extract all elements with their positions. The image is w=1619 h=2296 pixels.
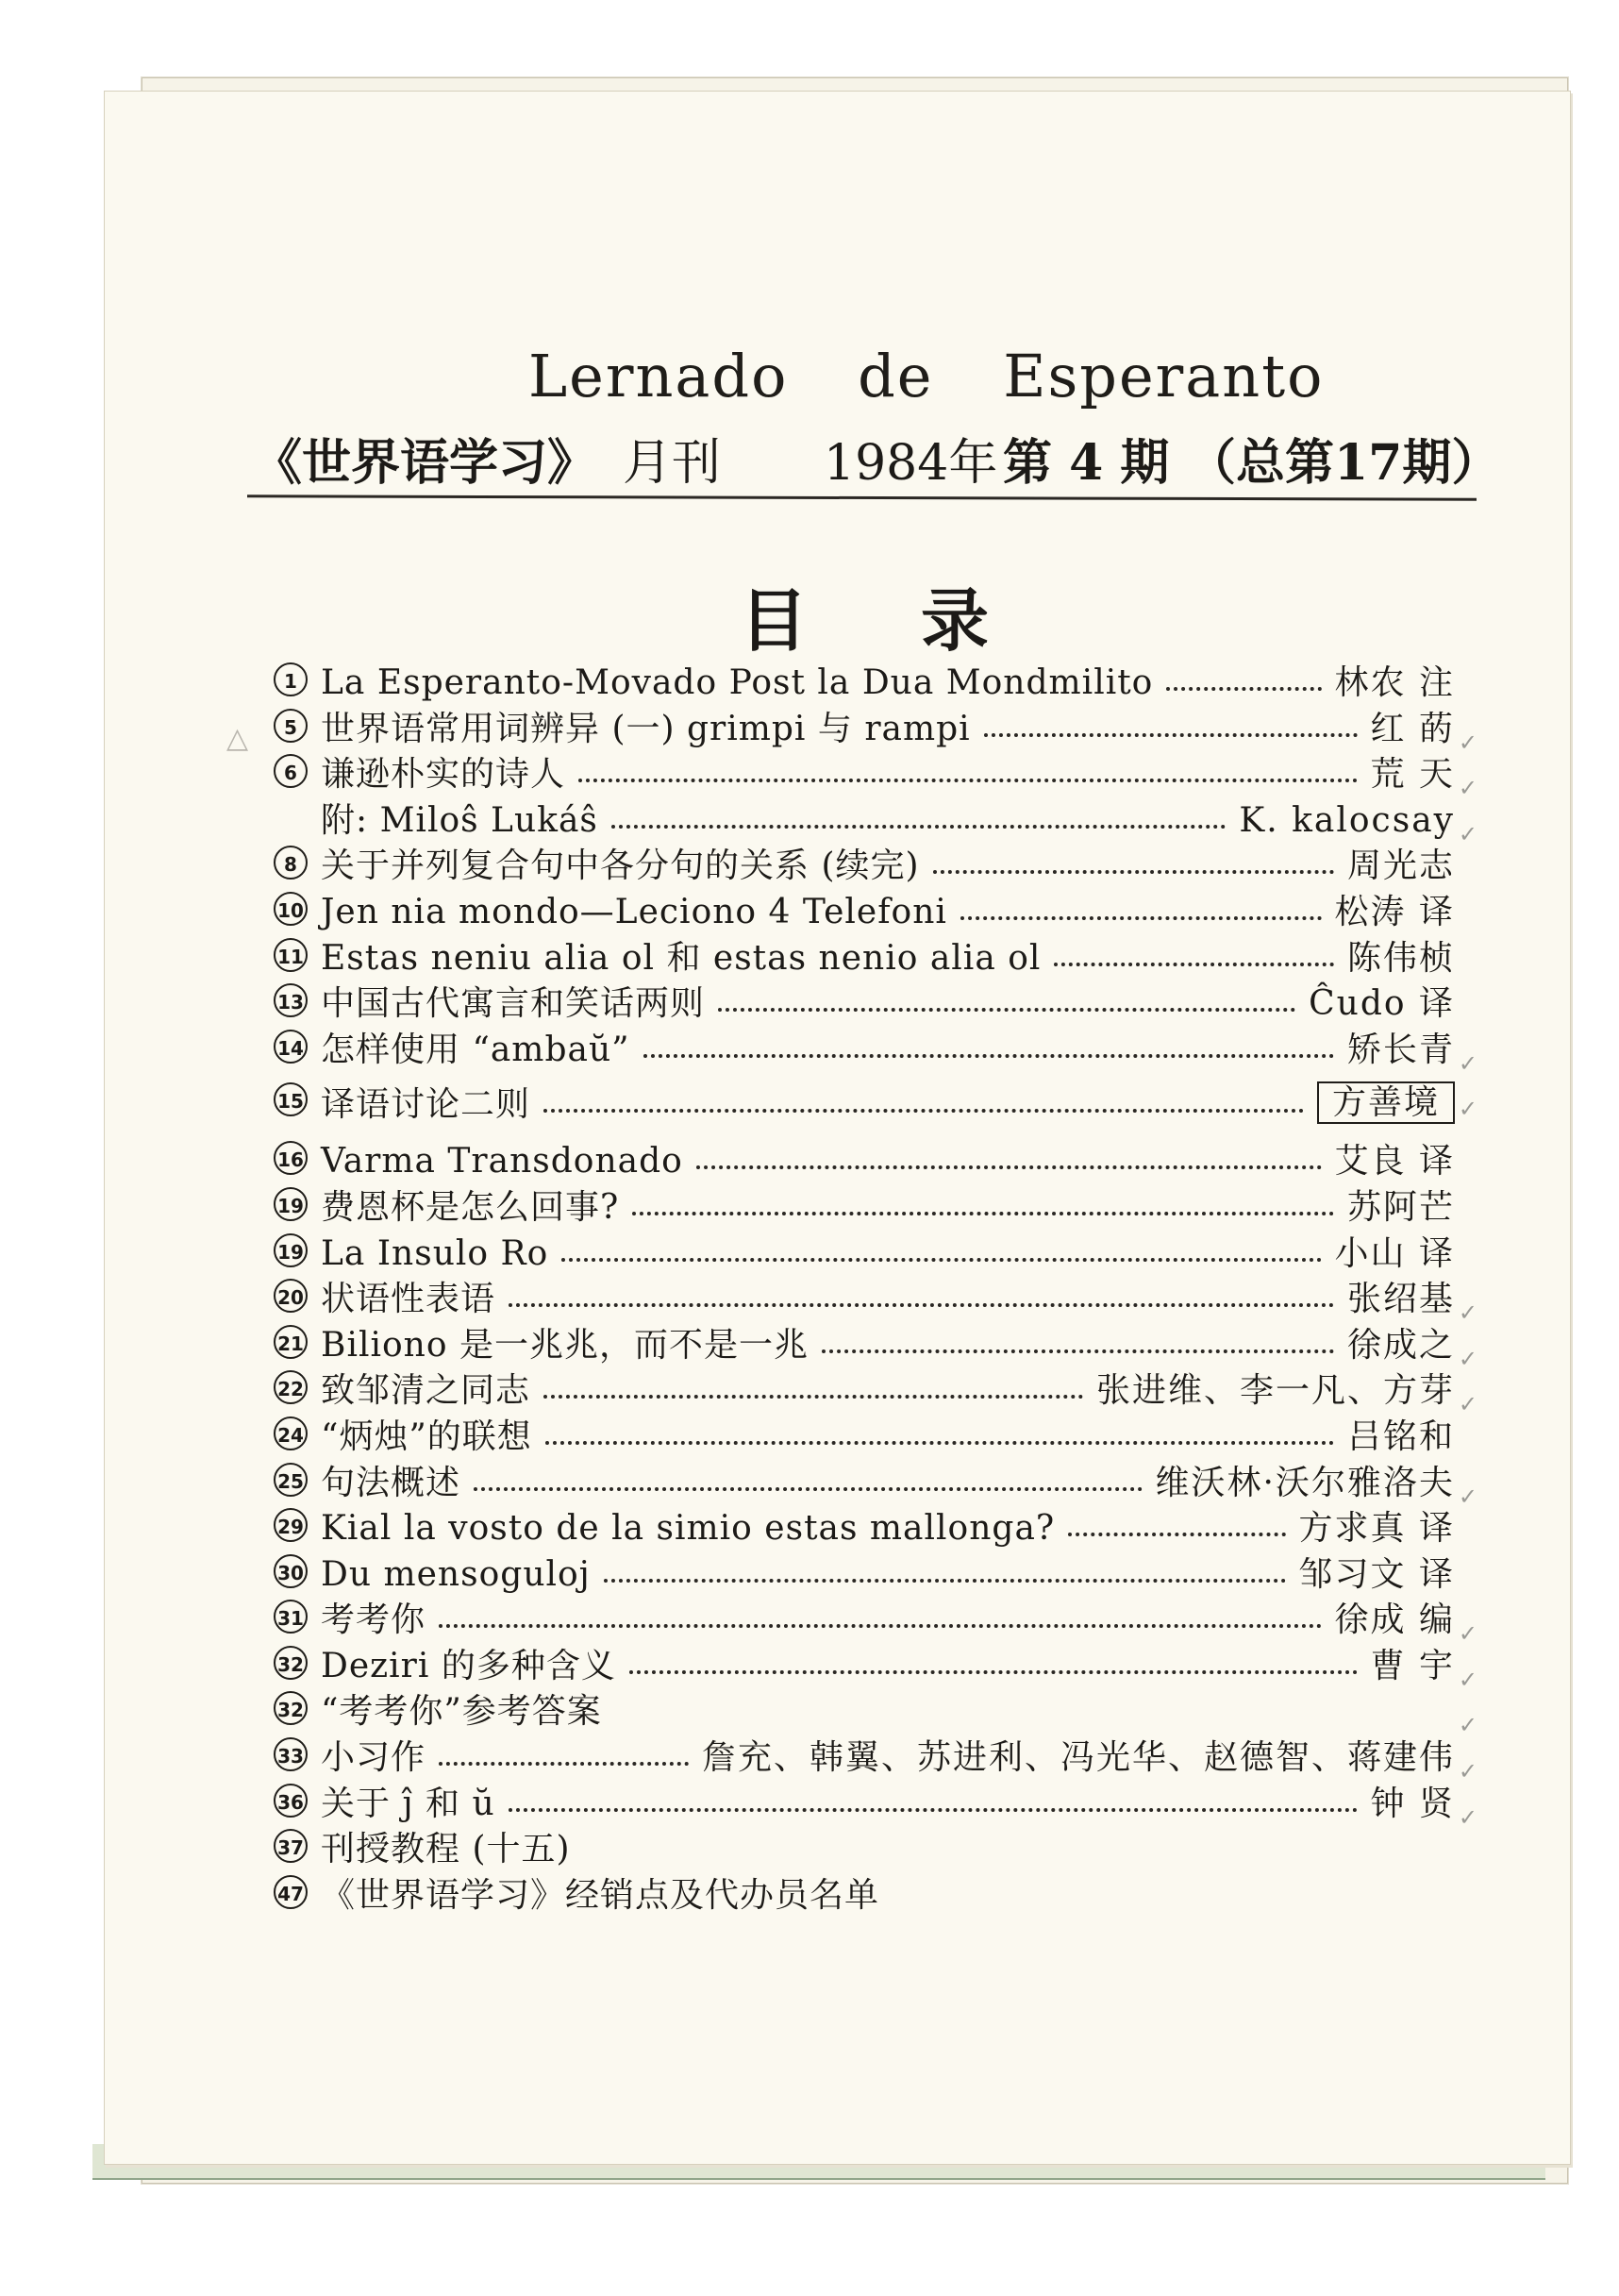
- toc-entry: [274, 1782, 1477, 1831]
- dot-leader: [561, 1213, 1322, 1262]
- entry-author: K. kalocsay: [1239, 800, 1455, 840]
- check-mark-icon: ✓: [1458, 1096, 1477, 1123]
- check-mark-icon: ✓: [1458, 775, 1477, 802]
- check-mark-icon: ✓: [1458, 1049, 1477, 1077]
- check-mark-icon: ✓: [1458, 820, 1477, 847]
- issue-number: 第 4 期: [1003, 434, 1170, 492]
- dot-leader: [933, 825, 1334, 874]
- check-mark-icon: ✓: [1458, 1299, 1477, 1327]
- check-mark-icon: ✓: [1458, 1803, 1477, 1831]
- check-mark-icon: ✓: [1458, 1483, 1477, 1510]
- page-number-circle: 47: [274, 1875, 308, 1909]
- entry-title: “炳烛”的联想: [321, 1416, 532, 1456]
- check-mark-icon: ✓: [1458, 1712, 1477, 1739]
- entry-author: 吕铭和: [1346, 1416, 1455, 1456]
- entry-author: Ĉudo 译: [1309, 984, 1455, 1024]
- dot-leader: [604, 1533, 1286, 1583]
- page-number-circle: 6: [274, 754, 308, 788]
- entry-author: 徐成 编: [1334, 1600, 1455, 1640]
- entry-title: Biliono 是一兆兆，而不是一兆: [321, 1325, 809, 1365]
- dot-leader: [1068, 1487, 1286, 1536]
- entry-author: 周光志: [1346, 846, 1455, 886]
- page-number-circle: 5: [274, 709, 308, 743]
- entry-author: 小山 译: [1334, 1233, 1455, 1273]
- dot-leader: [474, 1442, 1143, 1491]
- entry-title: 致邹清之同志: [321, 1371, 531, 1411]
- page-number-circle: 22: [274, 1370, 308, 1404]
- entry-title: La Insulo Ro: [321, 1233, 549, 1273]
- entry-author: 曹 宇: [1370, 1646, 1455, 1685]
- entry-title: 费恩杯是怎么回事?: [321, 1187, 620, 1227]
- check-mark-icon: ✓: [1458, 1758, 1477, 1785]
- check-mark-icon: ✓: [1458, 1620, 1477, 1648]
- page-number-circle: 24: [274, 1416, 308, 1450]
- entry-title: Varma Transdonado: [321, 1142, 683, 1182]
- dot-leader: [543, 1349, 1083, 1399]
- entry-title: La Esperanto-Movado Post la Dua Mondmilito: [321, 663, 1154, 702]
- check-mark-icon: ✓: [1458, 1391, 1477, 1418]
- page-number-circle: 30: [274, 1554, 308, 1588]
- page-number-circle: 32: [274, 1646, 308, 1680]
- dot-leader: [629, 1625, 1358, 1674]
- dot-leader: [578, 733, 1358, 782]
- entry-author: 詹充、韩翼、苏进利、冯光华、赵德智、蒋建伟: [701, 1738, 1455, 1778]
- check-mark-icon: ✓: [1458, 1666, 1477, 1693]
- page-number-circle: 10: [274, 892, 308, 926]
- entry-author: 邹习文 译: [1298, 1554, 1455, 1594]
- entry-title: Du mensoguloj: [321, 1554, 591, 1594]
- page-number-circle: 16: [274, 1141, 308, 1175]
- entry-author: 艾良 译: [1334, 1142, 1455, 1182]
- check-mark-icon: ✓: [1458, 1345, 1477, 1372]
- page-number-circle: 19: [274, 1187, 308, 1221]
- journal-name: 《世界语学习》: [253, 434, 597, 492]
- page-number-circle: 1: [274, 662, 308, 696]
- toc-entry: [274, 1873, 1455, 1919]
- page-number-circle: 29: [274, 1508, 308, 1542]
- entry-title: 《世界语学习》经销点及代办员名单: [321, 1875, 880, 1915]
- dot-leader: [439, 1579, 1322, 1628]
- entry-author: 张进维、李一凡、方芽: [1095, 1371, 1455, 1411]
- page-number-circle: 13: [274, 983, 308, 1017]
- entry-author: 维沃林·沃尔雅洛夫: [1155, 1463, 1455, 1502]
- entry-title: Deziri 的多种含义: [321, 1646, 616, 1685]
- dot-leader: [822, 1304, 1334, 1353]
- page-number-circle: 8: [274, 846, 308, 880]
- dot-leader: [611, 779, 1226, 829]
- page-number-circle: 31: [274, 1600, 308, 1634]
- entry-title: 世界语常用词辨异 (一) grimpi 与 rampi: [321, 709, 971, 748]
- entry-title: “考考你”参考答案: [321, 1692, 602, 1732]
- entry-author: 徐成之: [1346, 1325, 1455, 1365]
- dot-leader: [1054, 917, 1334, 966]
- dot-leader: [632, 1166, 1334, 1215]
- dot-leader: [960, 871, 1322, 920]
- page-number-circle: 21: [274, 1325, 308, 1359]
- entry-title: Jen nia mondo—Leciono 4 Telefoni: [321, 892, 947, 931]
- entry-title: 状语性表语: [321, 1280, 496, 1319]
- page-number-circle: 36: [274, 1784, 308, 1818]
- page-number-circle: 37: [274, 1829, 308, 1863]
- dot-leader: [984, 688, 1358, 737]
- entry-author: 红 菂: [1370, 709, 1455, 748]
- entry-title: 句法概述: [321, 1463, 461, 1502]
- entry-title: 谦逊朴实的诗人: [321, 755, 566, 795]
- entry-author: 钟 贤: [1370, 1784, 1455, 1823]
- entry-author: 矫长青: [1346, 1030, 1455, 1069]
- dot-leader: [439, 1717, 689, 1766]
- entry-title: 考考你: [321, 1600, 426, 1640]
- triangle-mark-icon: △: [226, 722, 249, 755]
- dot-leader: [696, 1120, 1322, 1169]
- dot-leader: [509, 1258, 1334, 1307]
- entry-title: 小习作: [321, 1738, 426, 1778]
- dot-leader: [643, 1009, 1334, 1058]
- page-number-circle: 25: [274, 1463, 308, 1497]
- page-number-circle: 19: [274, 1233, 308, 1267]
- entry-author: 林农 注: [1334, 663, 1455, 702]
- entry-title: 刊授教程 (十五): [321, 1830, 571, 1869]
- issue-year: 1984年: [824, 435, 998, 492]
- entry-title: 中国古代寓言和笑话两则: [321, 984, 706, 1024]
- entry-title: Kial la vosto de la simio estas mallonga?: [321, 1509, 1056, 1549]
- journal-frequency: 月刊: [623, 435, 722, 492]
- entry-author: 苏阿芒: [1346, 1187, 1455, 1227]
- dot-leader: [1166, 642, 1322, 691]
- entry-title: 关于并列复合句中各分句的关系 (续完): [321, 846, 920, 886]
- toc-entry: [274, 1827, 1455, 1873]
- issue-total-number: （总第17期）: [1187, 434, 1501, 492]
- entry-author: 荒 天: [1370, 755, 1455, 795]
- page-number-circle: 32: [274, 1691, 308, 1725]
- page-number-circle: 20: [274, 1279, 308, 1313]
- boxed-author: 方善境: [1317, 1081, 1455, 1124]
- journal-title-esperanto: Lernado de Esperanto: [528, 342, 1325, 411]
- toc-entry: [274, 1644, 1477, 1693]
- entry-author: 张绍基: [1346, 1280, 1455, 1319]
- entry-title: 译语讨论二则: [321, 1085, 531, 1125]
- entry-author: 松涛 译: [1334, 892, 1455, 931]
- entry-title: 附: Miloŝ Lukáŝ: [321, 800, 598, 840]
- page-number-circle: 15: [274, 1082, 308, 1116]
- toc-heading: 目录: [740, 580, 1103, 661]
- entry-author: 陈伟桢: [1346, 938, 1455, 978]
- journal-subtitle: [253, 423, 1501, 498]
- page-number-circle: 14: [274, 1030, 308, 1064]
- table-of-contents: [274, 661, 1477, 1919]
- entry-author: 方求真 译: [1298, 1509, 1455, 1549]
- dot-leader: [545, 1396, 1334, 1445]
- dot-leader: [543, 1064, 1304, 1113]
- page-number-circle: 11: [274, 938, 308, 972]
- entry-title: Estas neniu alia ol 和 estas nenio alia ol: [321, 938, 1042, 978]
- dot-leader: [509, 1763, 1358, 1812]
- entry-title: 关于 ĵ 和 ŭ: [321, 1784, 495, 1823]
- entry-author: [1317, 1082, 1455, 1131]
- dot-leader: [718, 963, 1295, 1012]
- page-number-circle: 33: [274, 1737, 308, 1771]
- entry-title: 怎样使用 “ambaŭ”: [321, 1030, 630, 1069]
- check-mark-icon: ✓: [1458, 729, 1477, 756]
